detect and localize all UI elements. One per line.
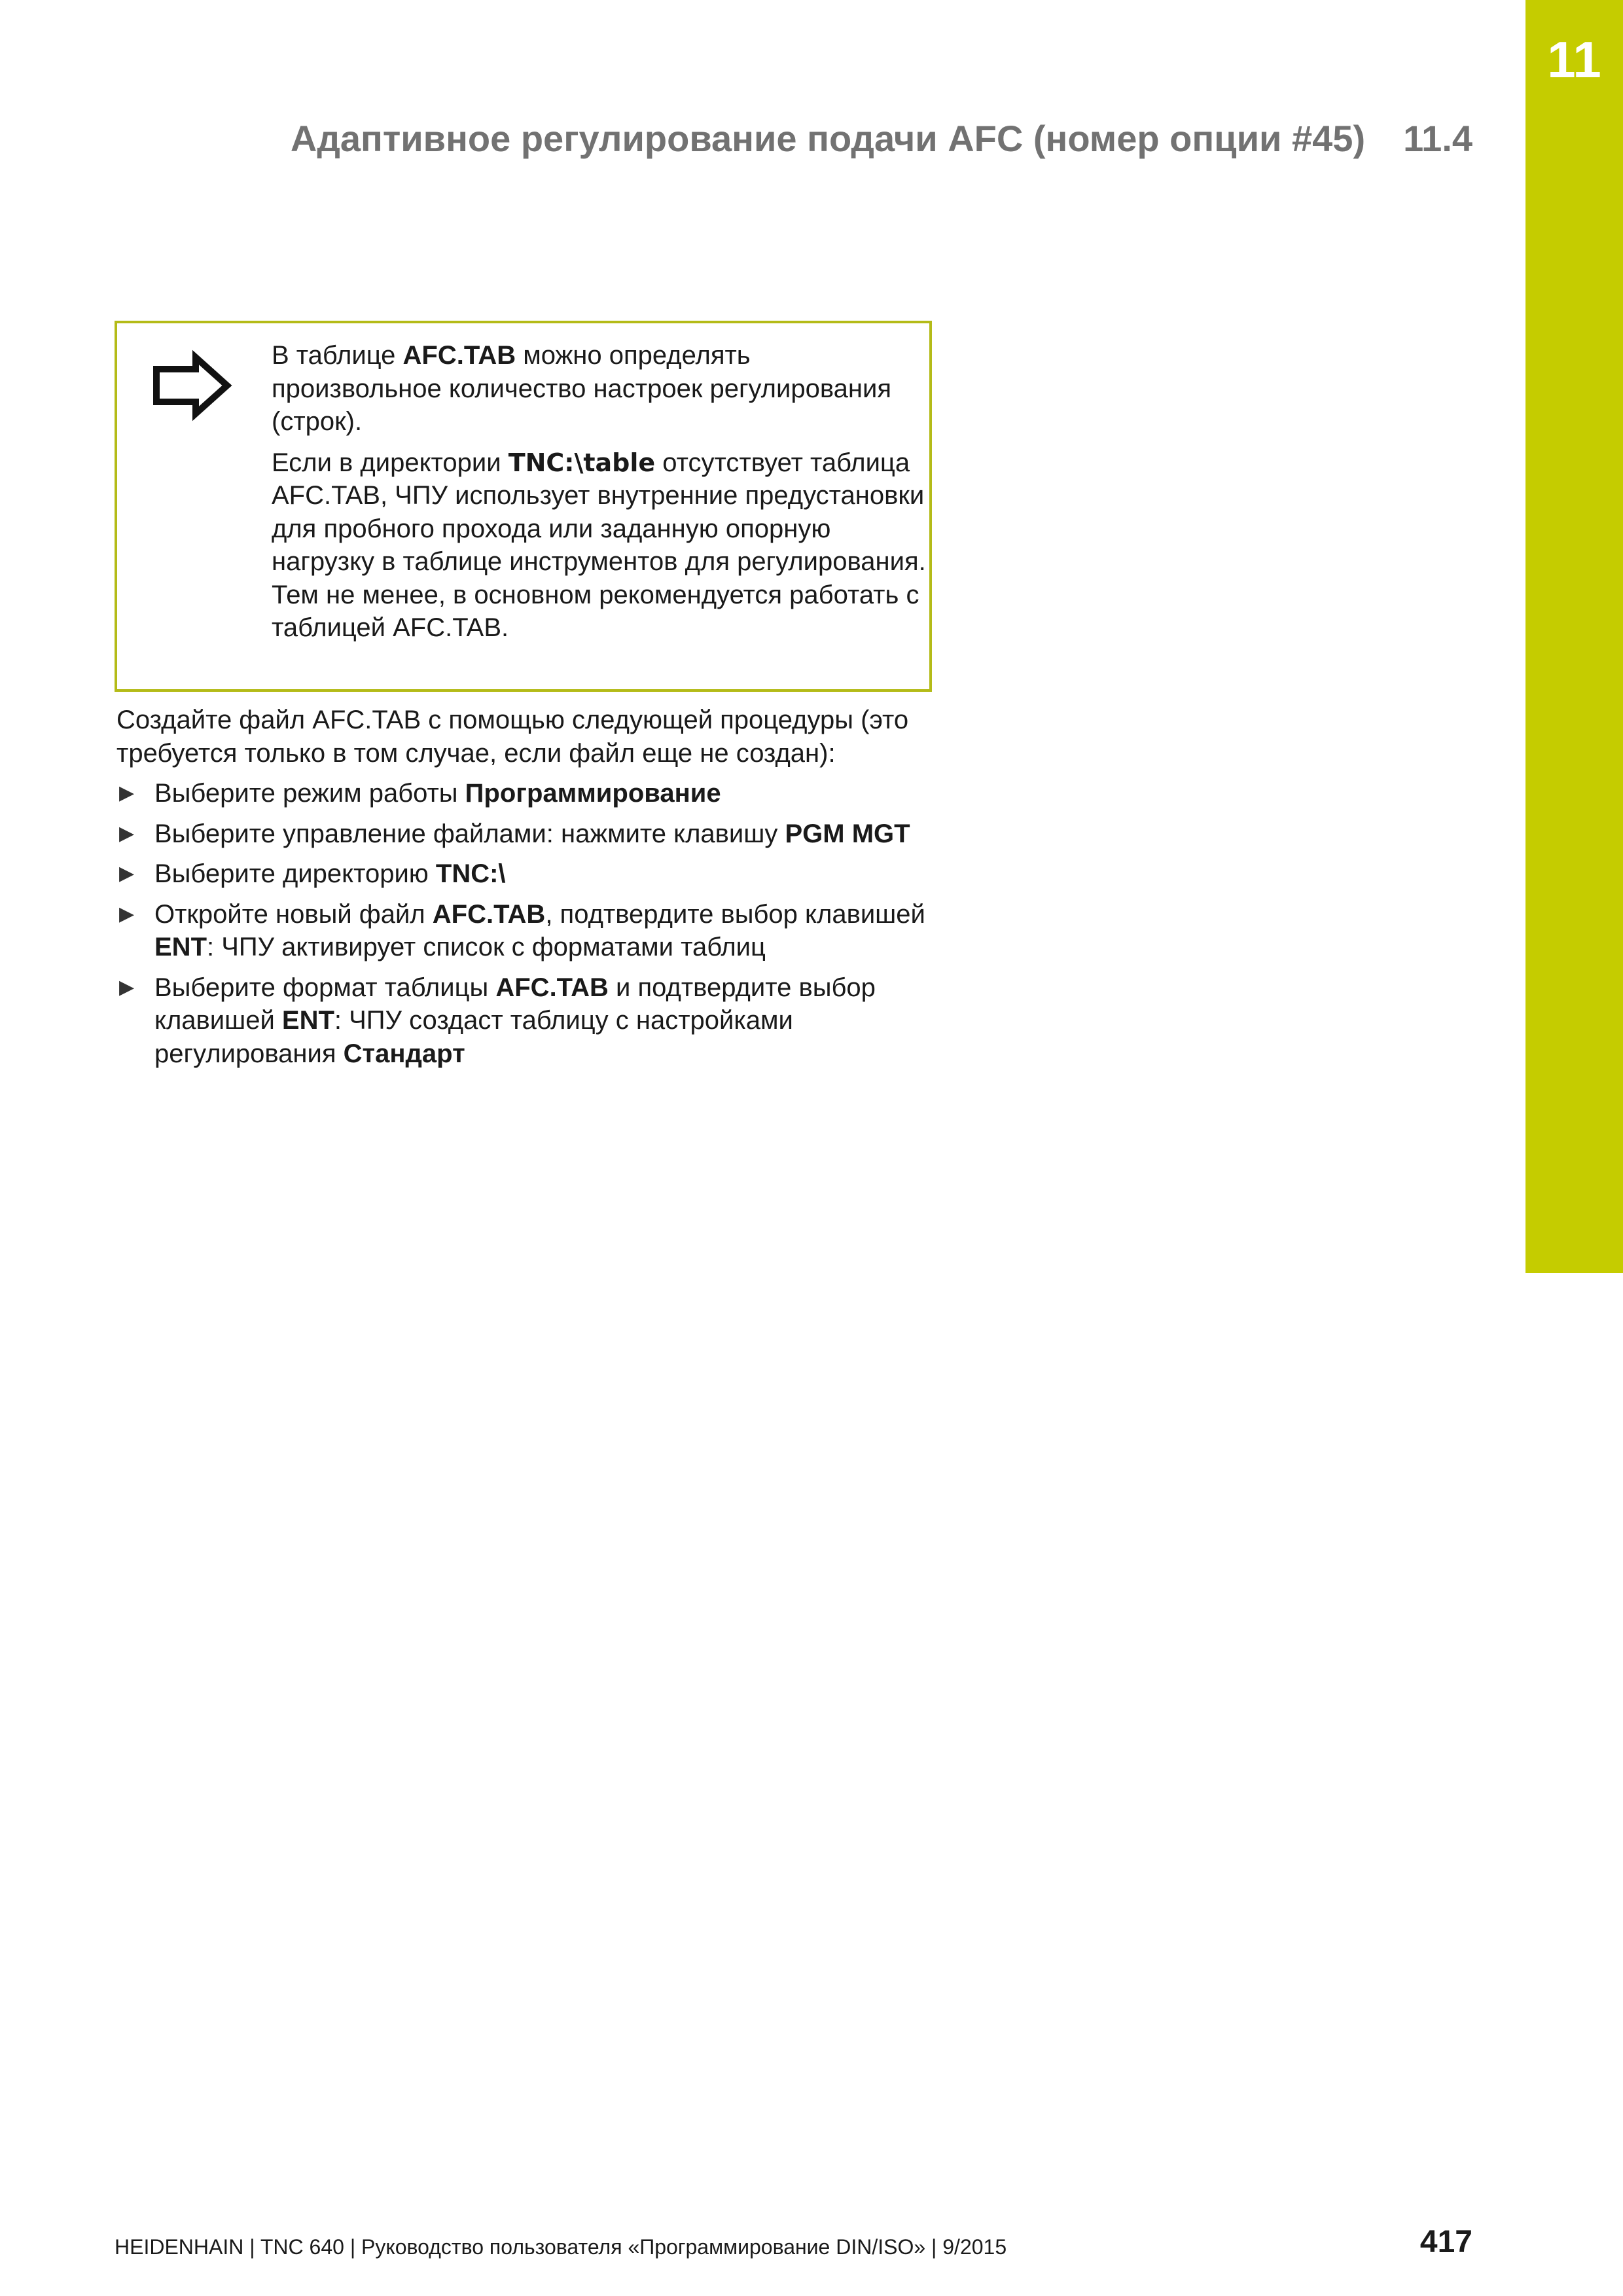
header-title: Адаптивное регулирование подачи AFC (номер опции #45)	[290, 118, 1366, 159]
note-text-span: можно определять произвольное количество настроек регулирования (строк).	[272, 341, 891, 436]
bullet-triangle-icon: ▶	[119, 976, 135, 998]
note-text	[272, 339, 926, 653]
step-keyword: AFC.TAB	[432, 899, 546, 929]
note-filename: AFC.TAB	[402, 341, 516, 370]
step-text: Выберите формат таблицы	[154, 973, 496, 1002]
note-box	[115, 321, 932, 692]
bullet-triangle-icon: ▶	[119, 863, 135, 884]
page-number: 417	[1419, 2225, 1472, 2259]
footer-text: HEIDENHAIN | TNC 640 | Руководство пользователя «Программирование DIN/ISO» | 9/2015	[115, 2235, 1007, 2259]
step-text: , подтвердите выбор клавишей	[545, 899, 925, 929]
list-item	[116, 971, 954, 1071]
right-arrow-icon	[150, 350, 235, 422]
list-item	[116, 817, 954, 851]
step-text: Выберите управление файлами: нажмите клавишу	[154, 819, 785, 848]
step-keyword: Программирование	[465, 779, 721, 808]
procedure-steps	[116, 777, 954, 1077]
step-text: Откройте новый файл	[154, 899, 433, 929]
step-text: : ЧПУ активирует список с форматами таблиц	[207, 933, 766, 961]
step-keyword: TNC:\	[435, 859, 506, 888]
step-keyword: AFC.TAB	[495, 973, 609, 1002]
step-keyword: PGM MGT	[785, 819, 910, 848]
list-item	[116, 777, 954, 810]
chapter-number: 11	[1547, 31, 1601, 88]
bullet-triangle-icon: ▶	[119, 782, 135, 804]
step-text: Выберите директорию	[154, 859, 436, 888]
header-section-number: 11.4	[1403, 118, 1472, 159]
intro-paragraph: Создайте файл AFC.TAB с помощью следующей процедуры (это требуется только в том случае, если файл еще не создан):	[116, 706, 909, 768]
step-text: и подтвердите выбор клавишей	[154, 973, 876, 1035]
step-keyword: Стандарт	[343, 1039, 465, 1068]
note-paragraph	[272, 339, 926, 439]
note-directory: TNC:\table	[508, 448, 656, 477]
bullet-triangle-icon: ▶	[119, 903, 135, 925]
step-keyword: ENT	[281, 1006, 334, 1035]
bullet-triangle-icon: ▶	[119, 822, 135, 844]
step-keyword: ENT	[154, 933, 207, 961]
list-item	[116, 898, 954, 964]
note-text-span: Если в директории	[272, 448, 508, 477]
list-item	[116, 857, 954, 891]
running-header	[291, 117, 1472, 160]
chapter-tab	[1525, 0, 1623, 1273]
note-text-span: В таблице	[272, 341, 403, 370]
step-text: : ЧПУ создаст таблицу с настройками регулирования	[154, 1006, 793, 1068]
note-text-span: отсутствует таблица AFC.TAB, ЧПУ использует внутренние предустановки для пробного прохода или заданную опорную нагрузку в таблице инструментов для регулирования. Тем не менее, в основном рекомендуется работать с таблицей AFC.TAB.	[272, 448, 926, 642]
note-paragraph	[272, 446, 926, 645]
step-text: Выберите режим работы	[154, 779, 465, 808]
